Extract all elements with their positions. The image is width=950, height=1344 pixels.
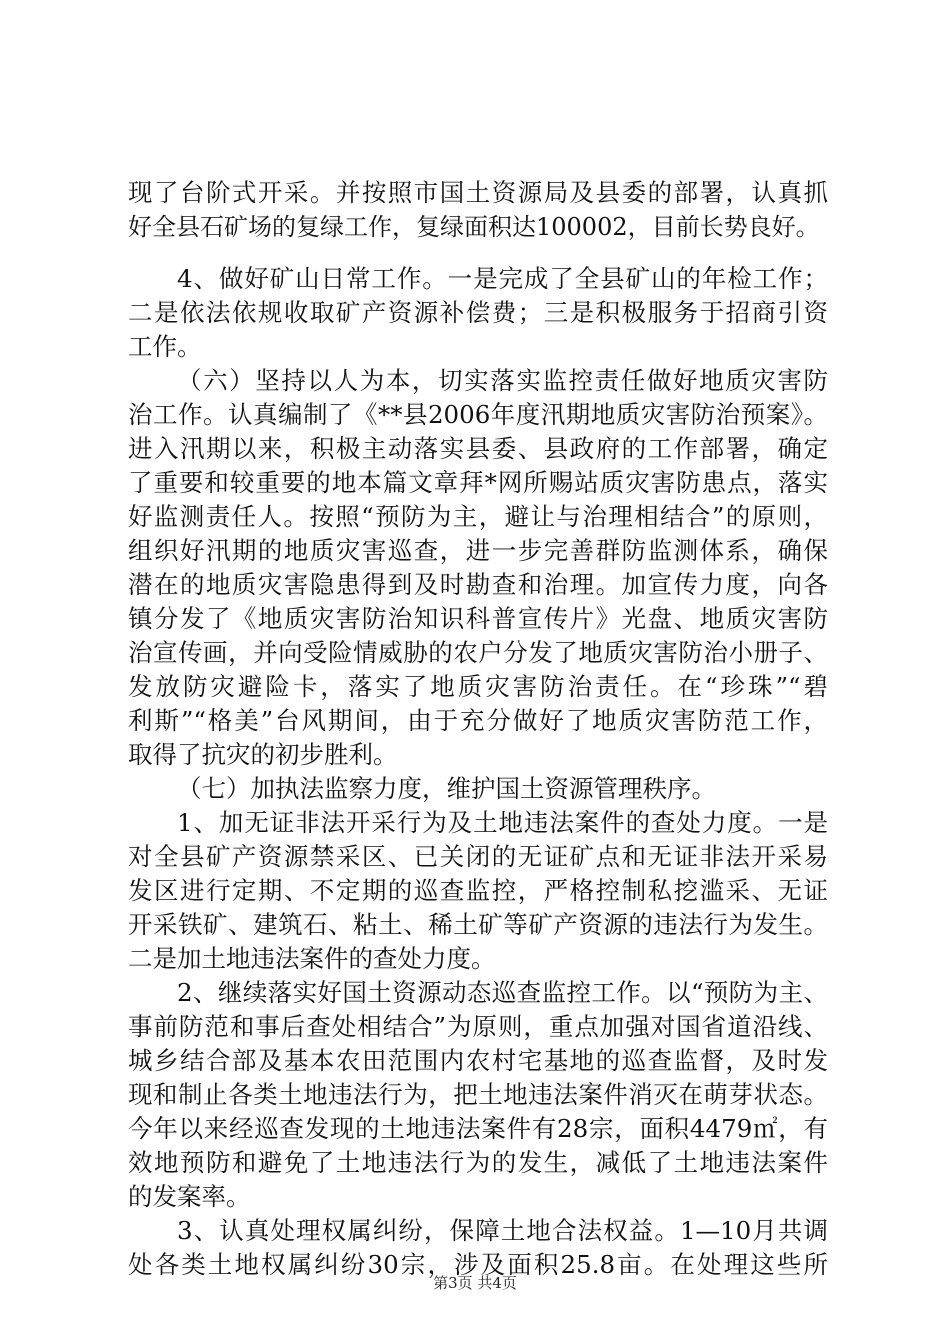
text-line-17: 取得了抗灾的初步胜利。	[128, 740, 398, 769]
page-number-footer: 第3页 共4页	[433, 1274, 517, 1292]
text-line-27: 现和制止各类土地违法行为，把土地违法案件消灭在萌芽状态。	[128, 1080, 828, 1109]
text-line-6: （六）坚持以人为本，切实落实监控责任做好地质灾害防	[177, 366, 828, 395]
text-line-25: 事前防范和事后查处相结合”为原则，重点加强对国省道沿线、	[128, 1012, 828, 1041]
text-line-22: 开采铁矿、建筑石、粘土、稀土矿等矿产资源的违法行为发生。	[128, 910, 828, 939]
text-line-20: 对全县矿产资源禁采区、已关闭的无证矿点和无证非法开采易	[128, 842, 828, 871]
text-line-28: 今年以来经巡查发现的土地违法案件有28宗，面积4479㎡，有	[128, 1114, 828, 1143]
text-line-13: 镇分发了《地质灾害防治知识科普宣传片》光盘、地质灾害防	[128, 604, 828, 633]
text-line-32: 处各类土地权属纠纷30宗，涉及面积25.8亩。在处理这些所	[128, 1250, 828, 1279]
text-line-1: 现了台阶式开采。并按照市国土资源局及县委的部署，认真抓	[128, 178, 828, 207]
text-line-12: 潜在的地质灾害隐患得到及时勘查和治理。加宣传力度，向各	[128, 570, 828, 599]
text-line-19: 1、加无证非法开采行为及土地违法案件的查处力度。一是	[177, 808, 828, 837]
text-line-18: （七）加执法监察力度，维护国土资源管理秩序。	[177, 774, 716, 803]
text-line-15: 发放防灾避险卡，落实了地质灾害防治责任。在“珍珠”“碧	[128, 672, 828, 701]
text-line-7: 治工作。认真编制了《**县2006年度汛期地质灾害防治预案》。	[128, 400, 828, 429]
text-line-10: 好监测责任人。按照“预防为主，避让与治理相结合”的原则，	[128, 502, 828, 531]
text-line-11: 组织好汛期的地质灾害巡查，进一步完善群防监测体系，确保	[128, 536, 828, 565]
text-line-4: 二是依法依规收取矿产资源补偿费；三是积极服务于招商引资	[128, 298, 828, 327]
text-line-31: 3、认真处理权属纠纷，保障土地合法权益。1—10月共调	[177, 1216, 828, 1245]
text-line-14: 治宣传画，并向受险情威胁的农户分发了地质灾害防治小册子、	[128, 638, 828, 667]
text-line-3: 4、做好矿山日常工作。一是完成了全县矿山的年检工作；	[177, 264, 828, 293]
text-line-21: 发区进行定期、不定期的巡查监控，严格控制私挖滥采、无证	[128, 876, 828, 905]
text-line-26: 城乡结合部及基本农田范围内农村宅基地的巡查监督，及时发	[128, 1046, 828, 1075]
text-line-5: 工作。	[128, 332, 202, 361]
text-line-24: 2、继续落实好国土资源动态巡查监控工作。以“预防为主、	[177, 978, 828, 1007]
text-line-23: 二是加土地违法案件的查处力度。	[128, 944, 496, 973]
text-line-30: 的发案率。	[128, 1182, 251, 1211]
text-line-8: 进入汛期以来，积极主动落实县委、县政府的工作部署，确定	[128, 434, 828, 463]
text-line-29: 效地预防和避免了土地违法行为的发生，减低了土地违法案件	[128, 1148, 828, 1177]
text-line-9: 了重要和较重要的地本篇文章拜*网所赐站质灾害防患点，落实	[128, 468, 828, 497]
text-line-2: 好全县石矿场的复绿工作，复绿面积达100002，目前长势良好。	[128, 213, 820, 241]
text-line-16: 利斯”“格美”台风期间，由于充分做好了地质灾害防范工作，	[128, 706, 828, 735]
